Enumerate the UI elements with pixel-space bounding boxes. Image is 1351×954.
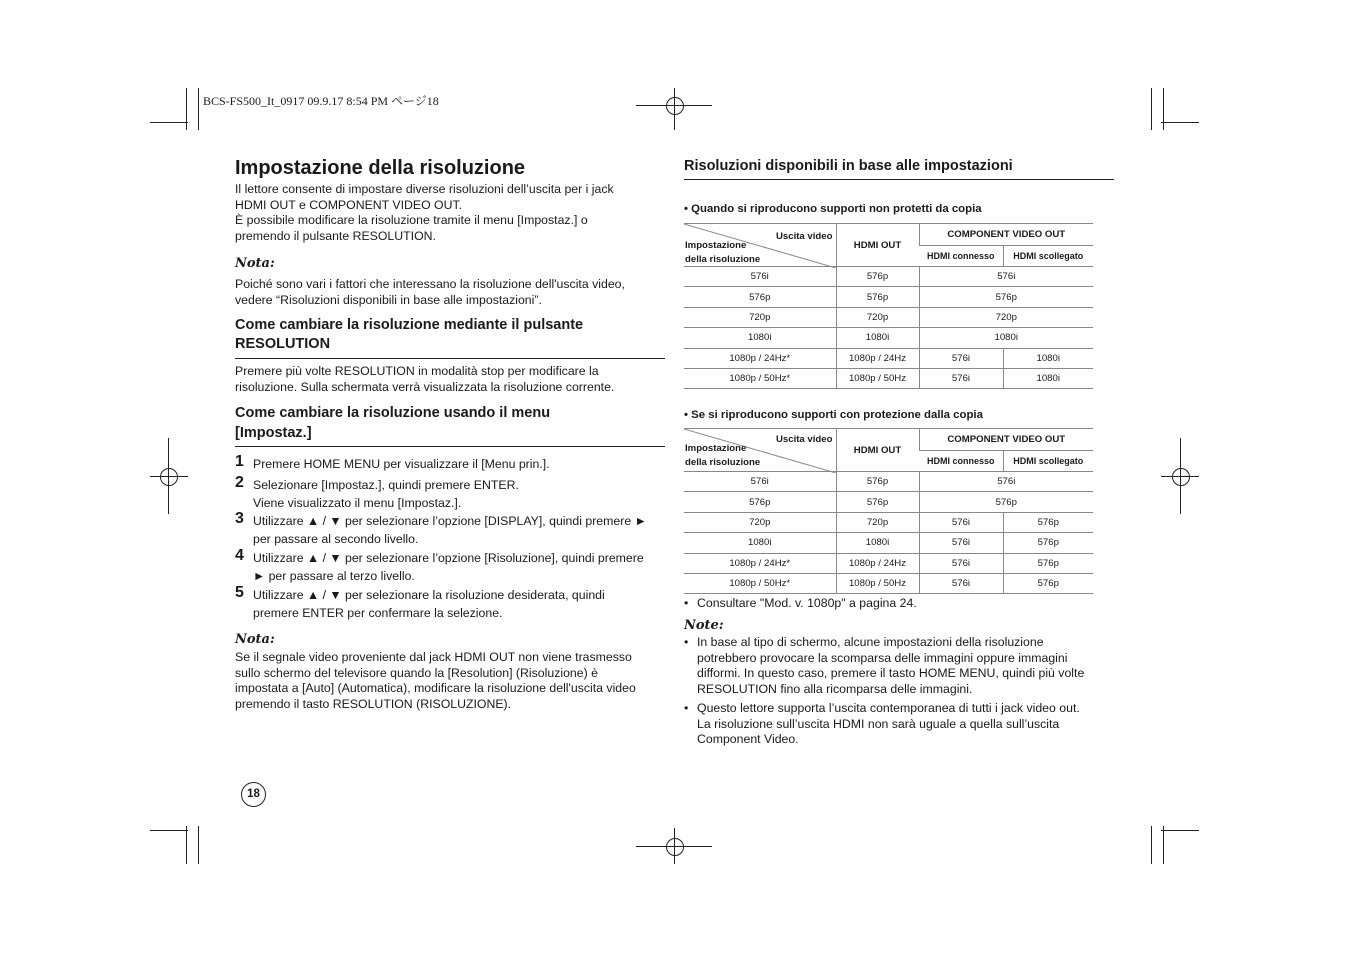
- cell-hdmi-out: 576p: [836, 472, 919, 492]
- table2-caption: • Se si riproducono supporti con protezione dalla copia: [684, 409, 983, 421]
- header-impostazione: [685, 442, 760, 470]
- intro-line: HDMI OUT e COMPONENT VIDEO OUT.: [235, 197, 463, 212]
- header-impostazione: [685, 239, 760, 267]
- cell-component-hdmi-connected: 576i: [919, 573, 1003, 593]
- section-line: risoluzione. Sulla schermata verrà visualizzata la risoluzione corrente.: [235, 379, 615, 394]
- nota-label: Nota:: [235, 256, 275, 271]
- note-line: difformi. In questo caso, premere il tasto HOME MENU, quindi più volte: [697, 666, 1085, 681]
- table1-body: [684, 267, 1093, 389]
- cell-hdmi-out: 1080i: [836, 328, 919, 348]
- table-unprotected: [684, 223, 1093, 389]
- section-heading-line: Come cambiare la risoluzione usando il menu: [235, 405, 551, 421]
- footnote: • Consultare "Mod. v. 1080p" a pagina 24.: [684, 596, 1109, 612]
- intro-line: È possibile modificare la risoluzione tramite il menu [Impostaz.] o: [235, 213, 588, 228]
- nota-line: impostata a [Auto] (Automatica), modificare la risoluzione dell'uscita video: [235, 681, 636, 696]
- note-line: potrebbero provocare la scomparsa delle immagini oppure immagini: [697, 650, 1068, 665]
- nota-line: Poiché sono vari i fattori che interessano la risoluzione dell'uscita video,: [235, 277, 625, 291]
- step-number: 1: [235, 453, 244, 470]
- note-item-1: • In base al tipo di schermo, alcune impostazioni della risoluzione potrebbero provocare la scomparsa delle immagini oppure immagini difformi. In questo caso, premere il tasto HOME MENU, quindi più volte RESOLUTION fino alla ricomparsa delle immagini.: [684, 635, 1109, 697]
- cell-resolution-setting: 1080i: [684, 328, 836, 348]
- table-row: [684, 287, 1093, 307]
- cell-component-output: 576p: [919, 287, 1093, 307]
- header-component: COMPONENT VIDEO OUT: [919, 224, 1093, 246]
- step-number: 3: [235, 510, 244, 527]
- header-impostazione-line: Impostazione: [685, 240, 747, 251]
- cell-resolution-setting: 1080p / 24Hz*: [684, 553, 836, 573]
- page-number: 18: [241, 782, 266, 807]
- cell-component-hdmi-connected: 576i: [919, 348, 1003, 368]
- step-number: 5: [235, 584, 244, 601]
- section-line: Premere più volte RESOLUTION in modalità stop per modificare la: [235, 364, 599, 378]
- header-hdmi-out: HDMI OUT: [836, 224, 919, 267]
- table2-body: [684, 472, 1093, 594]
- cell-hdmi-out: 720p: [836, 512, 919, 532]
- cell-component-hdmi-disconnected: 1080i: [1003, 368, 1093, 388]
- page-title: Impostazione della risoluzione: [235, 157, 526, 179]
- table-row: [684, 512, 1093, 532]
- cell-hdmi-out: 1080p / 24Hz: [836, 348, 919, 368]
- table-row: [684, 368, 1093, 388]
- cell-component-hdmi-connected: 576i: [919, 512, 1003, 532]
- section-heading-line: [Impostaz.]: [235, 425, 312, 441]
- header-hdmi-scollegato: HDMI scollegato: [1003, 450, 1093, 472]
- cell-hdmi-out: 1080p / 50Hz: [836, 573, 919, 593]
- step-number: 4: [235, 547, 244, 564]
- cell-component-hdmi-disconnected: 576p: [1003, 553, 1093, 573]
- table-row: [684, 573, 1093, 593]
- step-line: premere ENTER per confermare la selezione.: [253, 606, 503, 620]
- footnote-text: Consultare "Mod. v. 1080p" a pagina 24.: [697, 596, 917, 610]
- cell-resolution-setting: 1080i: [684, 533, 836, 553]
- cell-hdmi-out: 1080i: [836, 533, 919, 553]
- intro-line: Il lettore consente di impostare diverse risoluzioni dell’uscita per i jack: [235, 182, 614, 196]
- table-row: [684, 348, 1093, 368]
- table-row: [684, 492, 1093, 512]
- step-line: Viene visualizzato il menu [Impostaz.].: [253, 496, 462, 510]
- cell-component-hdmi-disconnected: 576p: [1003, 573, 1093, 593]
- cell-component-output: 720p: [919, 307, 1093, 327]
- note-line: Questo lettore supporta l’uscita contemporanea di tutti i jack video out.: [697, 701, 1080, 715]
- cell-resolution-setting: 576p: [684, 492, 836, 512]
- section-heading-resolution-button: [235, 316, 665, 359]
- cell-component-hdmi-disconnected: 1080i: [1003, 348, 1093, 368]
- section-text: [235, 364, 665, 395]
- table-row: [684, 533, 1093, 553]
- cell-component-hdmi-connected: 576i: [919, 533, 1003, 553]
- cell-component-hdmi-disconnected: 576p: [1003, 512, 1093, 532]
- note-line: In base al tipo di schermo, alcune impostazioni della risoluzione: [697, 635, 1044, 649]
- note-line: RESOLUTION fino alla ricomparsa delle immagini.: [697, 681, 973, 696]
- nota-line: Se il segnale video proveniente dal jack HDMI OUT non viene trasmesso: [235, 650, 632, 664]
- table1-caption: • Quando si riproducono supporti non protetti da copia: [684, 203, 982, 215]
- header-uscita-video: Uscita video: [775, 434, 833, 445]
- section-heading-line: Come cambiare la risoluzione mediante il pulsante: [235, 317, 584, 333]
- cell-hdmi-out: 576p: [836, 267, 919, 287]
- header-impostazione-line: della risoluzione: [685, 457, 761, 468]
- table-protected: [684, 428, 1093, 594]
- step-line: Utilizzare ▲ / ▼ per selezionare la risoluzione desiderata, quindi: [253, 588, 605, 602]
- cell-component-hdmi-connected: 576i: [919, 368, 1003, 388]
- cell-resolution-setting: 720p: [684, 307, 836, 327]
- section-heading-setup-menu: [235, 403, 665, 447]
- cell-hdmi-out: 720p: [836, 307, 919, 327]
- table-row: [684, 328, 1093, 348]
- header-hdmi-scollegato: HDMI scollegato: [1003, 245, 1093, 267]
- nota-text: [235, 277, 665, 308]
- cell-component-output: 576i: [919, 267, 1093, 287]
- intro-text: [235, 182, 665, 244]
- step-line: Premere HOME MENU per visualizzare il [Menu prin.].: [253, 457, 550, 471]
- table-row: [684, 553, 1093, 573]
- cell-resolution-setting: 576i: [684, 472, 836, 492]
- cell-component-hdmi-connected: 576i: [919, 553, 1003, 573]
- cell-hdmi-out: 1080p / 50Hz: [836, 368, 919, 388]
- nota-text: [235, 650, 665, 712]
- cell-component-hdmi-disconnected: 576p: [1003, 533, 1093, 553]
- cell-resolution-setting: 1080p / 50Hz*: [684, 368, 836, 388]
- table-row: [684, 307, 1093, 327]
- cell-resolution-setting: 576i: [684, 267, 836, 287]
- header-hdmi-connesso: HDMI connesso: [919, 450, 1003, 472]
- header-impostazione-line: della risoluzione: [685, 254, 761, 265]
- section-heading-line: RESOLUTION: [235, 336, 331, 352]
- nota-line: sullo schermo del televisore quando la [Resolution] (Risoluzione) è: [235, 665, 598, 680]
- table-header-corner: [684, 224, 836, 267]
- cell-resolution-setting: 1080p / 50Hz*: [684, 573, 836, 593]
- note-line: La risoluzione sull’uscita HDMI non sarà uguale a quella sull’uscita: [697, 716, 1060, 731]
- note-label: Note:: [684, 618, 724, 633]
- cell-component-output: 1080i: [919, 328, 1093, 348]
- table-header-corner: [684, 429, 836, 472]
- cell-resolution-setting: 1080p / 24Hz*: [684, 348, 836, 368]
- step-line: Utilizzare ▲ / ▼ per selezionare l’opzione [DISPLAY], quindi premere ►: [253, 514, 647, 528]
- cell-resolution-setting: 576p: [684, 287, 836, 307]
- table-row: [684, 472, 1093, 492]
- nota-label: Nota:: [235, 632, 275, 647]
- step-line: Utilizzare ▲ / ▼ per selezionare l’opzione [Risoluzione], quindi premere: [253, 551, 644, 565]
- cell-resolution-setting: 720p: [684, 512, 836, 532]
- step-number: 2: [235, 474, 244, 491]
- header-hdmi-connesso: HDMI connesso: [919, 245, 1003, 267]
- cell-hdmi-out: 1080p / 24Hz: [836, 553, 919, 573]
- table-row: [684, 267, 1093, 287]
- note-item-2: • Questo lettore supporta l’uscita contemporanea di tutti i jack video out. La risoluzione sull’uscita HDMI non sarà uguale a quella sull’uscita Component Video.: [684, 701, 1109, 748]
- right-section-heading: Risoluzioni disponibili in base alle impostazioni: [684, 157, 1114, 180]
- header-uscita-video: Uscita video: [775, 231, 833, 242]
- step-line: per passare al secondo livello.: [253, 532, 419, 546]
- print-info: BCS-FS500_It_0917 09.9.17 8:54 PM ページ18: [203, 94, 439, 108]
- step-line: ► per passare al terzo livello.: [253, 569, 415, 583]
- cell-hdmi-out: 576p: [836, 492, 919, 512]
- cell-component-output: 576i: [919, 472, 1093, 492]
- note-line: Component Video.: [697, 732, 799, 747]
- header-impostazione-line: Impostazione: [685, 443, 747, 454]
- intro-line: premendo il pulsante RESOLUTION.: [235, 228, 436, 243]
- cell-hdmi-out: 576p: [836, 287, 919, 307]
- cell-component-output: 576p: [919, 492, 1093, 512]
- step-line: Selezionare [Impostaz.], quindi premere ENTER.: [253, 478, 519, 492]
- header-component: COMPONENT VIDEO OUT: [919, 429, 1093, 451]
- nota-line: premendo il tasto RESOLUTION (RISOLUZIONE).: [235, 696, 512, 711]
- header-hdmi-out: HDMI OUT: [836, 429, 919, 472]
- nota-line: vedere “Risoluzioni disponibili in base alle impostazioni”.: [235, 292, 542, 307]
